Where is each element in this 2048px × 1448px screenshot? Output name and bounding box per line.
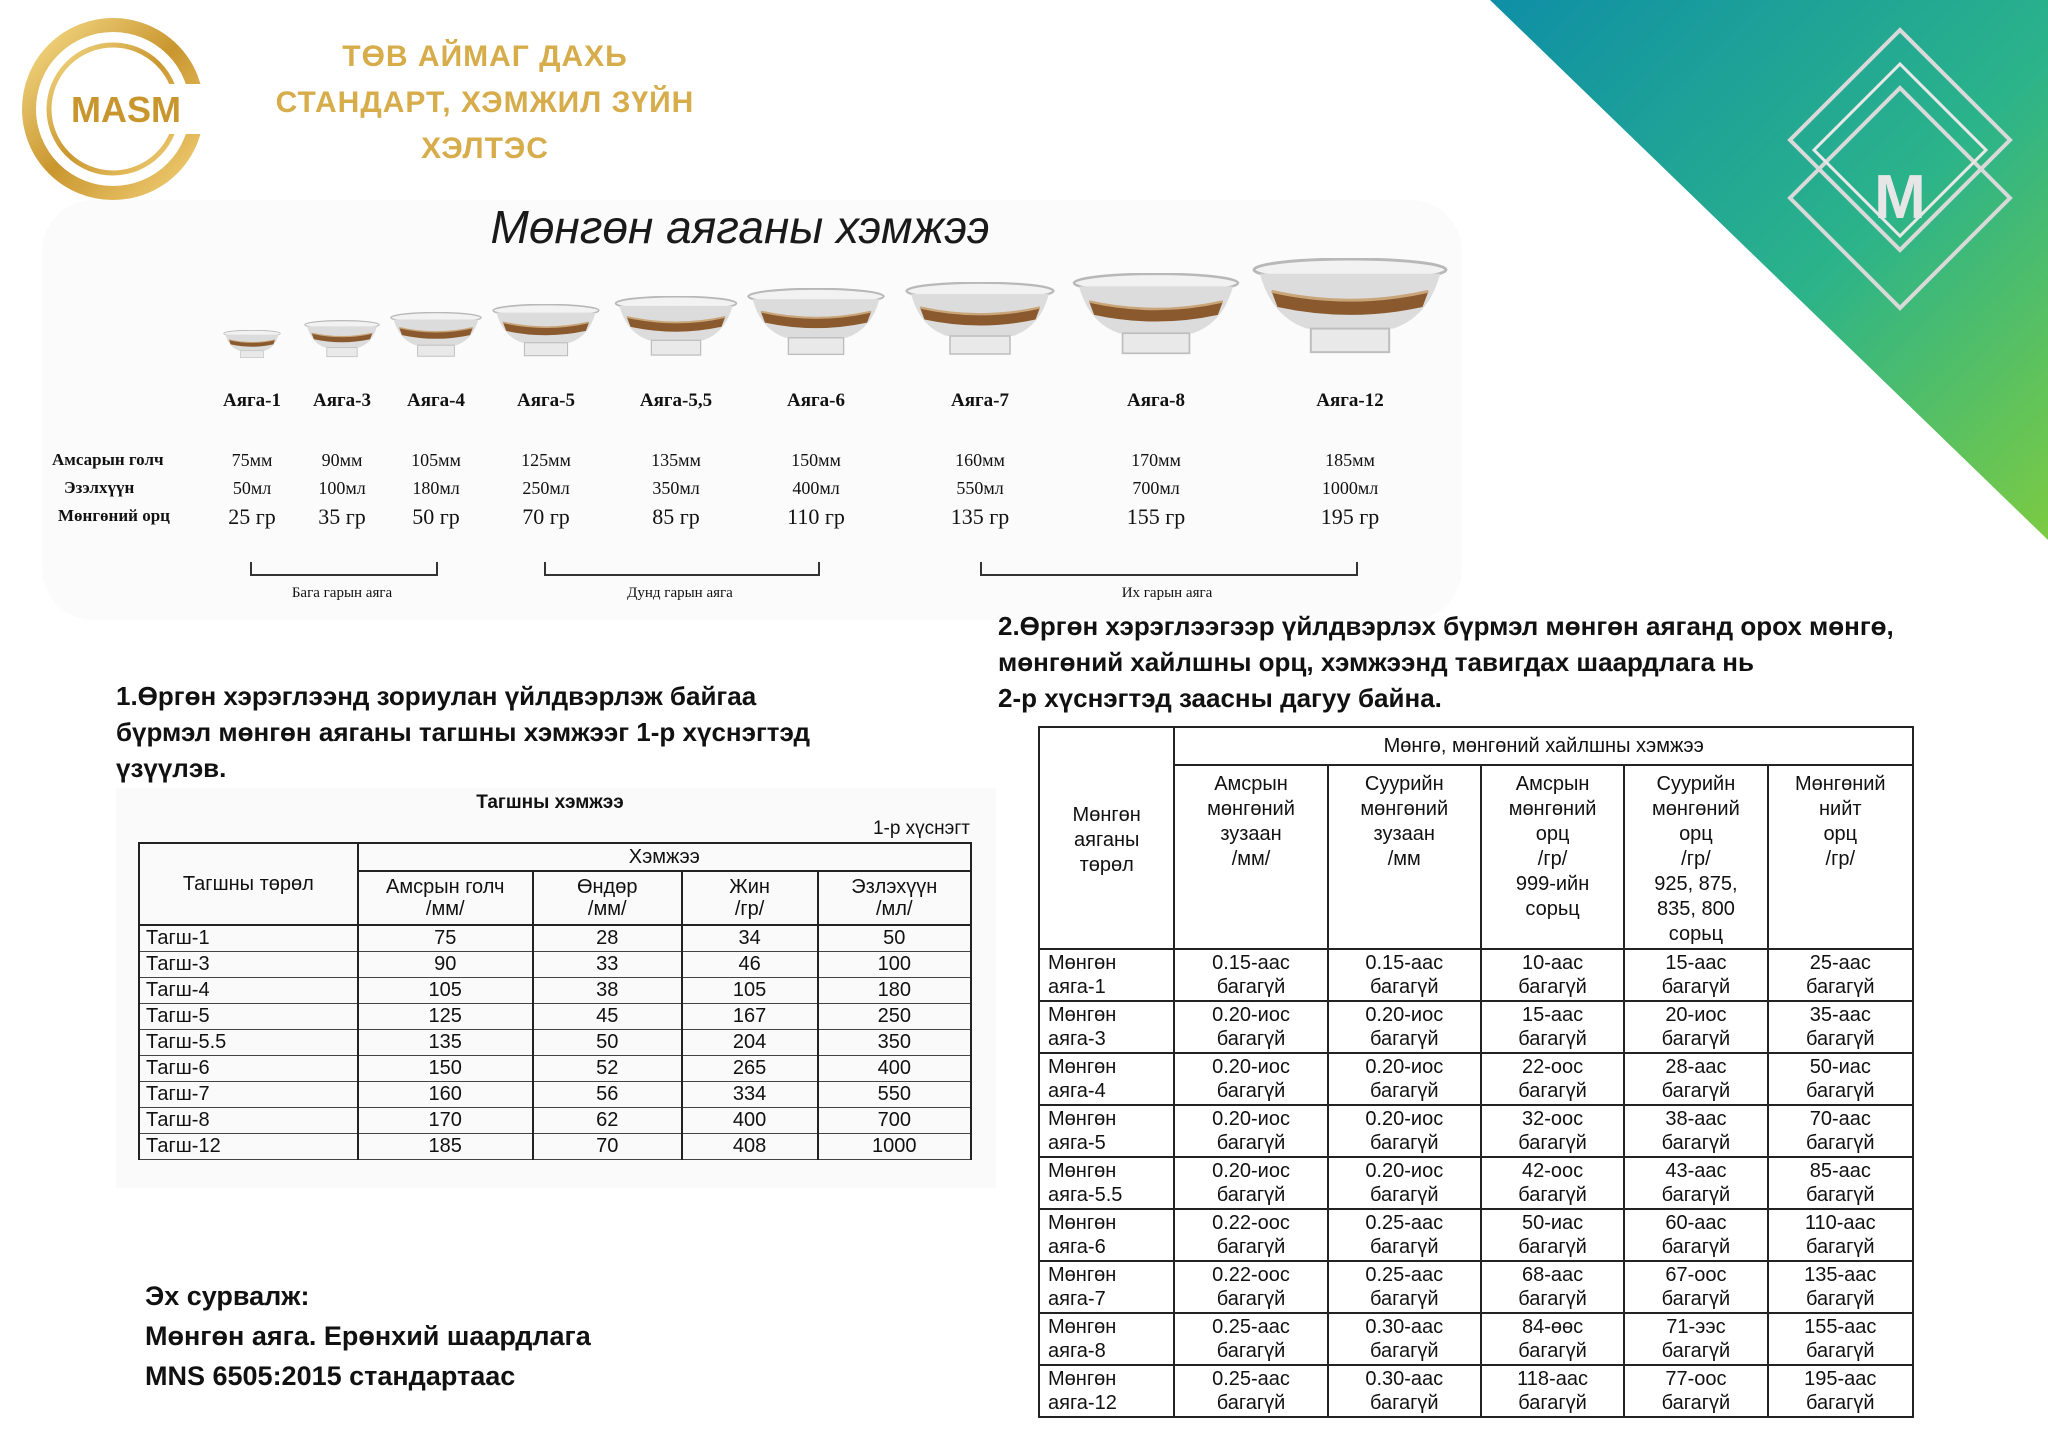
corner-letter: M (1874, 163, 1926, 232)
cup-silver: 135 гр (950, 504, 1010, 529)
table-cell: 70-аас багагүй (1768, 1105, 1913, 1157)
table-cell: 20-иос багагүй (1624, 1001, 1767, 1053)
table1-column-header: Амсрын голч /мм/ (358, 871, 533, 925)
table-cell: 0.25-аас багагүй (1328, 1261, 1481, 1313)
cup-diameter: 135мм (651, 450, 701, 470)
page-title (225, 34, 745, 172)
table1-note: 1-р хүснэгт (872, 818, 970, 839)
table-cell: 0.15-аас багагүй (1328, 949, 1481, 1001)
table-cell: 52 (533, 1056, 682, 1082)
table-cell: 84-өөс багагүй (1481, 1313, 1624, 1365)
cup-diameter: 170мм (1131, 450, 1181, 470)
cup-diameter: 150мм (791, 450, 841, 470)
table-cell: 34 (682, 925, 818, 952)
cup-image (614, 296, 738, 360)
table-cell: 1000 (818, 1134, 971, 1160)
table-cell: 0.30-аас багагүй (1328, 1313, 1481, 1365)
table-cell: 125 (358, 1004, 533, 1030)
cup-diameter: 185мм (1325, 450, 1375, 470)
group-bracket (980, 562, 1358, 576)
table-row (139, 978, 971, 1004)
table1-group-header: Хэмжээ (358, 843, 971, 871)
table-row (1039, 1365, 1913, 1417)
cup-volume: 100мл (318, 478, 366, 498)
cup-label: Аяга-7 (951, 390, 1009, 411)
table-cell: Тагш-5.5 (139, 1030, 358, 1056)
cup-diameter: 90мм (321, 450, 363, 470)
table-cell: 350 (818, 1030, 971, 1056)
cup-diameter: 160мм (955, 450, 1005, 470)
cup-image (492, 304, 600, 360)
table-cell: 195-аас багагүй (1768, 1365, 1913, 1417)
table2-column-header: Суурийн мөнгөний орц /гр/ 925, 875, 835, 800 сорьц (1624, 765, 1767, 949)
cup-label: Аяга-12 (1316, 390, 1384, 411)
paragraph-line: үзүүлэв. (116, 753, 227, 783)
table2 (1038, 726, 1914, 1418)
paragraph-2 (998, 608, 1894, 716)
cup-volume: 550мл (956, 478, 1004, 498)
table-cell: 45 (533, 1004, 682, 1030)
table-cell: 62 (533, 1108, 682, 1134)
source-line: MNS 6505:2015 стандартаас (145, 1361, 516, 1391)
cup-diameter: 75мм (231, 450, 273, 470)
table-cell: 250 (818, 1004, 971, 1030)
paragraph-line: мөнгөний хайлшны орц, хэмжээнд тавигдах шаардлага нь (998, 647, 1754, 677)
table-row (1039, 1105, 1913, 1157)
table-cell: 110-аас багагүй (1768, 1209, 1913, 1261)
cup-image (390, 312, 482, 360)
row-label-silver: Мөнгөний орц (58, 506, 170, 525)
table-row (1039, 1157, 1913, 1209)
cup-label: Аяга-6 (787, 390, 845, 411)
table-cell: 25-аас багагүй (1768, 949, 1913, 1001)
table-row (1039, 1313, 1913, 1365)
cup-label: Аяга-3 (313, 390, 371, 411)
table-cell: 550 (818, 1082, 971, 1108)
cup-volume: 50мл (232, 478, 272, 498)
table-cell: 0.30-аас багагүй (1328, 1365, 1481, 1417)
cup-banner-title: Мөнгөн аяганы хэмжээ (490, 201, 990, 253)
title-line: СТАНДАРТ, ХЭМЖИЛ ЗҮЙН (275, 86, 695, 119)
table-cell: 135 (358, 1030, 533, 1056)
table-cell: Мөнгөн аяга-5 (1039, 1105, 1174, 1157)
table-cell: 50-иас багагүй (1768, 1053, 1913, 1105)
table-cell: 204 (682, 1030, 818, 1056)
table-cell: 56 (533, 1082, 682, 1108)
table-cell: 0.20-иос багагүй (1174, 1053, 1327, 1105)
cup-image (304, 320, 380, 360)
table-cell: 15-аас багагүй (1624, 949, 1767, 1001)
table1-column-header: Жин /гр/ (682, 871, 818, 925)
table-cell: Тагш-8 (139, 1108, 358, 1134)
table2-column-header: Амсрын мөнгөний зузаан /мм/ (1174, 765, 1327, 949)
table-cell: 0.20-иос багагүй (1328, 1157, 1481, 1209)
cup-label: Аяга-5 (517, 390, 575, 411)
table-cell: 185 (358, 1134, 533, 1160)
table-cell: Мөнгөн аяга-1 (1039, 949, 1174, 1001)
table-row (139, 925, 971, 952)
table-cell: 38-аас багагүй (1624, 1105, 1767, 1157)
table-cell: 105 (682, 978, 818, 1004)
table-cell: 71-ээс багагүй (1624, 1313, 1767, 1365)
table-cell: 60-аас багагүй (1624, 1209, 1767, 1261)
table2-type-header: Мөнгөн аяганы төрөл (1039, 727, 1174, 949)
table-cell: 50 (818, 925, 971, 952)
table-cell: 75 (358, 925, 533, 952)
table-cell: 0.20-иос багагүй (1328, 1001, 1481, 1053)
table1-title: Тагшны хэмжээ (476, 792, 624, 813)
row-label-volume: Эзэлхүүн (64, 478, 135, 497)
table1 (138, 842, 972, 1160)
table-cell: 0.25-аас багагүй (1328, 1209, 1481, 1261)
cup-image (223, 330, 281, 360)
cup-silver: 35 гр (318, 504, 366, 529)
table-cell: 35-аас багагүй (1768, 1001, 1913, 1053)
table-cell: 43-аас багагүй (1624, 1157, 1767, 1209)
table2-group-header: Мөнгө, мөнгөний хайлшны хэмжээ (1174, 727, 1913, 765)
table-cell: 0.15-аас багагүй (1174, 949, 1327, 1001)
source-line: Эх сурвалж: (145, 1281, 310, 1311)
table-cell: Тагш-7 (139, 1082, 358, 1108)
table-cell: 50-иас багагүй (1481, 1209, 1624, 1261)
paragraph-line: 2-р хүснэгтэд заасны дагуу байна. (998, 683, 1442, 713)
group-label: Дунд гарын аяга (627, 585, 733, 601)
table-cell: 42-оос багагүй (1481, 1157, 1624, 1209)
cup-label: Аяга-1 (223, 390, 281, 411)
corner-decoration (1490, 0, 2048, 540)
table-row (1039, 1001, 1913, 1053)
title-line: ХЭЛТЭС (421, 132, 549, 165)
table-row (139, 1082, 971, 1108)
table-cell: 0.20-иос багагүй (1174, 1157, 1327, 1209)
table-cell: 90 (358, 952, 533, 978)
table-row (139, 1134, 971, 1160)
table-cell: Мөнгөн аяга-8 (1039, 1313, 1174, 1365)
table-cell: 135-аас багагүй (1768, 1261, 1913, 1313)
cup-silver: 85 гр (652, 504, 700, 529)
table-row (139, 1030, 971, 1056)
table-cell: Мөнгөн аяга-5.5 (1039, 1157, 1174, 1209)
table-cell: 100 (818, 952, 971, 978)
cup-label: Аяга-5,5 (639, 390, 713, 411)
table-cell: 10-аас багагүй (1481, 949, 1624, 1001)
table-cell: Мөнгөн аяга-12 (1039, 1365, 1174, 1417)
masm-logo (22, 18, 204, 200)
table-cell: 180 (818, 978, 971, 1004)
table-cell: 0.22-оос багагүй (1174, 1209, 1327, 1261)
table-cell: 400 (682, 1108, 818, 1134)
source-note (145, 1276, 591, 1396)
cup-silver: 50 гр (412, 504, 460, 529)
table1-column-header: Өндөр /мм/ (533, 871, 682, 925)
cup-image (1072, 273, 1240, 360)
table-cell: Мөнгөн аяга-6 (1039, 1209, 1174, 1261)
cup-image (747, 288, 885, 360)
table1-column-header: Эзлэхүүн /мл/ (818, 871, 971, 925)
table-cell: 70 (533, 1134, 682, 1160)
table-cell: Тагш-1 (139, 925, 358, 952)
group-label: Их гарын аяга (1121, 585, 1213, 601)
table2-column-header: Мөнгөний нийт орц /гр/ (1768, 765, 1913, 949)
table-cell: Тагш-5 (139, 1004, 358, 1030)
table-cell: 22-оос багагүй (1481, 1053, 1624, 1105)
table-cell: Тагш-6 (139, 1056, 358, 1082)
row-label-diameter: Амсарын голч (52, 450, 164, 469)
cup-volume: 1000мл (1321, 478, 1379, 498)
table2-column-header: Суурийн мөнгөний зузаан /мм (1328, 765, 1481, 949)
paragraph-line: бүрмэл мөнгөн аяганы тагшны хэмжээг 1-р хүснэгтэд (116, 717, 811, 747)
table-cell: 15-аас багагүй (1481, 1001, 1624, 1053)
table-row (139, 1056, 971, 1082)
table-cell: 0.22-оос багагүй (1174, 1261, 1327, 1313)
cup-silver: 25 гр (228, 504, 276, 529)
cup-image (1252, 258, 1448, 360)
table-cell: 0.20-иос багагүй (1328, 1105, 1481, 1157)
group-label: Бага гарын аяга (291, 585, 393, 601)
table-cell: 160 (358, 1082, 533, 1108)
table-cell: 46 (682, 952, 818, 978)
cup-label: Аяга-8 (1127, 390, 1185, 411)
table-cell: 0.20-иос багагүй (1174, 1001, 1327, 1053)
table-cell: 408 (682, 1134, 818, 1160)
table-cell: 50 (533, 1030, 682, 1056)
table-cell: 77-оос багагүй (1624, 1365, 1767, 1417)
cup-silver: 110 гр (787, 504, 845, 529)
table-cell: 105 (358, 978, 533, 1004)
table-cell: Тагш-4 (139, 978, 358, 1004)
cup-volume: 700мл (1132, 478, 1180, 498)
table-row (1039, 1053, 1913, 1105)
cup-diameter: 125мм (521, 450, 571, 470)
table-row (139, 952, 971, 978)
cup-label: Аяга-4 (407, 390, 465, 411)
table-cell: 167 (682, 1004, 818, 1030)
table2-column-header: Амсрын мөнгөний орц /гр/ 999-ийн сорьц (1481, 765, 1624, 949)
group-bracket (250, 562, 438, 576)
table-cell: 0.20-иос багагүй (1174, 1105, 1327, 1157)
table-cell: 700 (818, 1108, 971, 1134)
table-cell: 28-аас багагүй (1624, 1053, 1767, 1105)
table-cell: Мөнгөн аяга-7 (1039, 1261, 1174, 1313)
table-cell: 0.25-аас багагүй (1174, 1313, 1327, 1365)
table-cell: 155-аас багагүй (1768, 1313, 1913, 1365)
cup-volume: 250мл (522, 478, 570, 498)
table-cell: 85-аас багагүй (1768, 1157, 1913, 1209)
paragraph-line: 2.Өргөн хэрэглээгээр үйлдвэрлэх бүрмэл мөнгөн аяганд орох мөнгө, (998, 611, 1894, 641)
table-cell: 38 (533, 978, 682, 1004)
table-cell: 68-аас багагүй (1481, 1261, 1624, 1313)
table1-type-header: Тагшны төрөл (139, 843, 358, 925)
table-cell: 32-оос багагүй (1481, 1105, 1624, 1157)
table-cell: Тагш-12 (139, 1134, 358, 1160)
table-cell: 67-оос багагүй (1624, 1261, 1767, 1313)
cup-silver: 155 гр (1126, 504, 1186, 529)
group-bracket (544, 562, 820, 576)
table-cell: 0.25-аас багагүй (1174, 1365, 1327, 1417)
table-cell: 33 (533, 952, 682, 978)
cup-silver: 70 гр (522, 504, 570, 529)
table-cell: 265 (682, 1056, 818, 1082)
table-cell: 400 (818, 1056, 971, 1082)
table-cell: 170 (358, 1108, 533, 1134)
source-line: Мөнгөн аяга. Ерөнхий шаардлага (145, 1321, 591, 1351)
table-cell: 118-аас багагүй (1481, 1365, 1624, 1417)
cup-volume: 180мл (412, 478, 460, 498)
cup-image (905, 282, 1055, 360)
table-row (1039, 1261, 1913, 1313)
paragraph-line: 1.Өргөн хэрэглээнд зориулан үйлдвэрлэж байгаа (116, 681, 757, 711)
cup-volume: 350мл (652, 478, 700, 498)
table-row (1039, 949, 1913, 1001)
cup-silver: 195 гр (1320, 504, 1380, 529)
title-line: ТӨВ АЙМАГ ДАХЬ (342, 40, 628, 73)
table-cell: Мөнгөн аяга-3 (1039, 1001, 1174, 1053)
table-row (139, 1108, 971, 1134)
table-cell: Тагш-3 (139, 952, 358, 978)
table-cell: 334 (682, 1082, 818, 1108)
table-cell: 0.20-иос багагүй (1328, 1053, 1481, 1105)
table-cell: 28 (533, 925, 682, 952)
logo-text: MASM (71, 89, 181, 130)
table-row (1039, 1209, 1913, 1261)
table-row (139, 1004, 971, 1030)
table-cell: Мөнгөн аяга-4 (1039, 1053, 1174, 1105)
table-cell: 150 (358, 1056, 533, 1082)
paragraph-1 (116, 678, 810, 786)
cup-volume: 400мл (792, 478, 840, 498)
cup-diameter: 105мм (411, 450, 461, 470)
